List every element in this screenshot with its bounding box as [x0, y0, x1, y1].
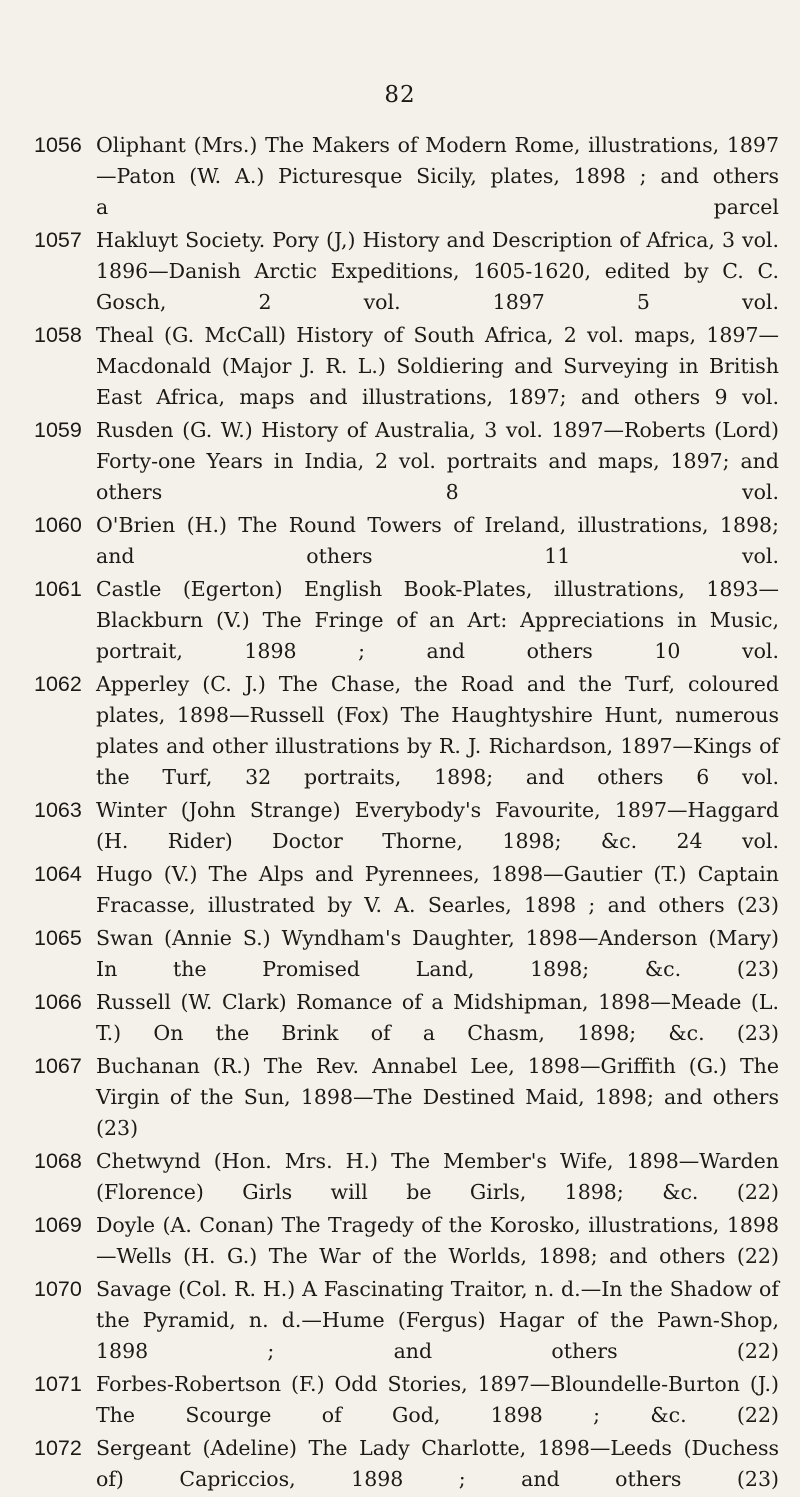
lot-description-text: Theal (G. McCall) History of South Africa, 2 vol. maps, 1897—Macdonald (Major J. R. L.) Soldiering and Surveying in British East Africa, maps and illustrations, 1897; and others — [96, 323, 779, 409]
lot-entry — [34, 1051, 779, 1144]
lot-entry — [34, 1369, 779, 1431]
lot-quantity: (23) — [736, 1467, 779, 1491]
lot-description — [96, 1146, 779, 1208]
lot-description-text: Rusden (G. W.) History of Australia, 3 vol. 1897—Roberts (Lord) Forty-one Years in India, 2 vol. portraits and maps, 1897; and others — [96, 418, 779, 504]
lot-number: 1057 — [34, 228, 82, 252]
lot-quantity: 8 vol. — [445, 480, 779, 504]
lot-quantity: 6 vol. — [696, 765, 779, 789]
lot-description — [96, 1369, 779, 1431]
lot-description-text: Sergeant (Adeline) The Lady Charlotte, 1898—Leeds (Duchess of) Capriccios, 1898 ; and others — [96, 1436, 779, 1491]
lot-number: 1065 — [34, 926, 82, 950]
lot-entry — [34, 225, 779, 318]
lot-entry — [34, 320, 779, 413]
lot-description-text: Castle (Egerton) English Book-Plates, illustrations, 1893—Blackburn (V.) The Fringe of an Art: Appreciations in Music, portrait, 1898 ; and others — [96, 577, 779, 663]
lot-description-text: Oliphant (Mrs.) The Makers of Modern Rome, illustrations, 1897—Paton (W. A.) Picturesque Sicily, plates, 1898 ; and others — [96, 133, 779, 188]
lot-description-text: Chetwynd (Hon. Mrs. H.) The Member's Wife, 1898—Warden (Florence) Girls will be Girls, 1898; &c. — [96, 1149, 779, 1204]
lot-entry — [34, 574, 779, 667]
lot-number: 1068 — [34, 1149, 82, 1173]
lot-list — [34, 130, 779, 1497]
lot-number: 1067 — [34, 1054, 82, 1078]
lot-entry — [34, 987, 779, 1049]
lot-quantity: (23) — [736, 957, 779, 981]
lot-description-text: Apperley (C. J.) The Chase, the Road and the Turf, coloured plates, 1898—Russell (Fox) The Haughtyshire Hunt, numerous plates and other illustrations by R. J. Richardson, 1897—Kings of the Turf, 32 portraits, 1898; and others — [96, 672, 779, 789]
lot-description — [96, 669, 779, 793]
lot-entry — [34, 1146, 779, 1208]
lot-description — [96, 1051, 779, 1144]
lot-quantity: (23) — [96, 1116, 139, 1140]
lot-number: 1059 — [34, 418, 82, 442]
lot-number: 1069 — [34, 1213, 82, 1237]
lot-entry — [34, 923, 779, 985]
lot-entry — [34, 510, 779, 572]
lot-description — [96, 225, 779, 318]
lot-number: 1070 — [34, 1277, 82, 1301]
lot-description — [96, 130, 779, 223]
lot-number: 1058 — [34, 323, 82, 347]
lot-entry — [34, 415, 779, 508]
lot-entry — [34, 1210, 779, 1272]
lot-quantity: 24 vol. — [676, 829, 779, 853]
lot-quantity: 9 vol. — [714, 385, 779, 409]
lot-quantity: (23) — [736, 893, 779, 917]
lot-entry — [34, 669, 779, 793]
lot-description — [96, 795, 779, 857]
lot-number: 1061 — [34, 577, 82, 601]
lot-description — [96, 1433, 779, 1495]
lot-quantity: 10 vol. — [654, 639, 779, 663]
lot-entry — [34, 130, 779, 223]
lot-description-text: Winter (John Strange) Everybody's Favourite, 1897—Haggard (H. Rider) Doctor Thorne, 1898; &c. — [96, 798, 779, 853]
lot-number: 1066 — [34, 990, 82, 1014]
lot-entry — [34, 1433, 779, 1495]
lot-description-text: Doyle (A. Conan) The Tragedy of the Korosko, illustrations, 1898—Wells (H. G.) The War of the Worlds, 1898; and others — [96, 1213, 779, 1268]
lot-description — [96, 1274, 779, 1367]
lot-description — [96, 923, 779, 985]
lot-number: 1056 — [34, 133, 82, 157]
lot-description — [96, 415, 779, 508]
lot-description — [96, 987, 779, 1049]
lot-quantity: 5 vol. — [636, 290, 779, 314]
lot-quantity: (22) — [736, 1403, 779, 1427]
lot-description-text: Buchanan (R.) The Rev. Annabel Lee, 1898—Griffith (G.) The Virgin of the Sun, 1898—The Destined Maid, 1898; and others — [96, 1054, 779, 1109]
lot-number: 1071 — [34, 1372, 82, 1396]
lot-description-text: O'Brien (H.) The Round Towers of Ireland, illustrations, 1898; and others — [96, 513, 779, 568]
lot-entry — [34, 859, 779, 921]
lot-number: 1060 — [34, 513, 82, 537]
lot-description — [96, 320, 779, 413]
lot-quantity: (23) — [736, 1021, 779, 1045]
lot-description-text: Forbes-Robertson (F.) Odd Stories, 1897—Bloundelle-Burton (J.) The Scourge of God, 1898 ; &c. — [96, 1372, 779, 1427]
lot-description — [96, 510, 779, 572]
lot-number: 1063 — [34, 798, 82, 822]
lot-entry — [34, 795, 779, 857]
lot-quantity: 11 vol. — [544, 544, 779, 568]
lot-entry — [34, 1274, 779, 1367]
lot-description — [96, 574, 779, 667]
lot-description-text: Savage (Col. R. H.) A Fascinating Traitor, n. d.—In the Shadow of the Pyramid, n. d.—Hume (Fergus) Hagar of the Pawn-Shop, 1898 ; and others — [96, 1277, 779, 1363]
page-number: 82 — [384, 82, 416, 108]
lot-description — [96, 859, 779, 921]
lot-number: 1072 — [34, 1436, 82, 1460]
lot-description-text: Russell (W. Clark) Romance of a Midshipman, 1898—Meade (L. T.) On the Brink of a Chasm, 1898; &c. — [96, 990, 779, 1045]
lot-number: 1062 — [34, 672, 82, 696]
lot-quantity: a parcel — [96, 195, 779, 219]
lot-description-text: Swan (Annie S.) Wyndham's Daughter, 1898—Anderson (Mary) In the Promised Land, 1898; &c. — [96, 926, 779, 981]
lot-description-text: Hugo (V.) The Alps and Pyrennees, 1898—Gautier (T.) Captain Fracasse, illustrated by V. A. Searles, 1898 ; and others — [96, 862, 779, 917]
lot-quantity: (22) — [736, 1244, 779, 1268]
lot-quantity: (22) — [736, 1180, 779, 1204]
lot-description — [96, 1210, 779, 1272]
lot-quantity: (22) — [736, 1339, 779, 1363]
lot-description-text: Hakluyt Society. Pory (J,) History and Description of Africa, 3 vol. 1896—Danish Arctic Expeditions, 1605-1620, edited by C. C. Gosch, 2 vol. 1897 — [96, 228, 779, 314]
lot-number: 1064 — [34, 862, 82, 886]
